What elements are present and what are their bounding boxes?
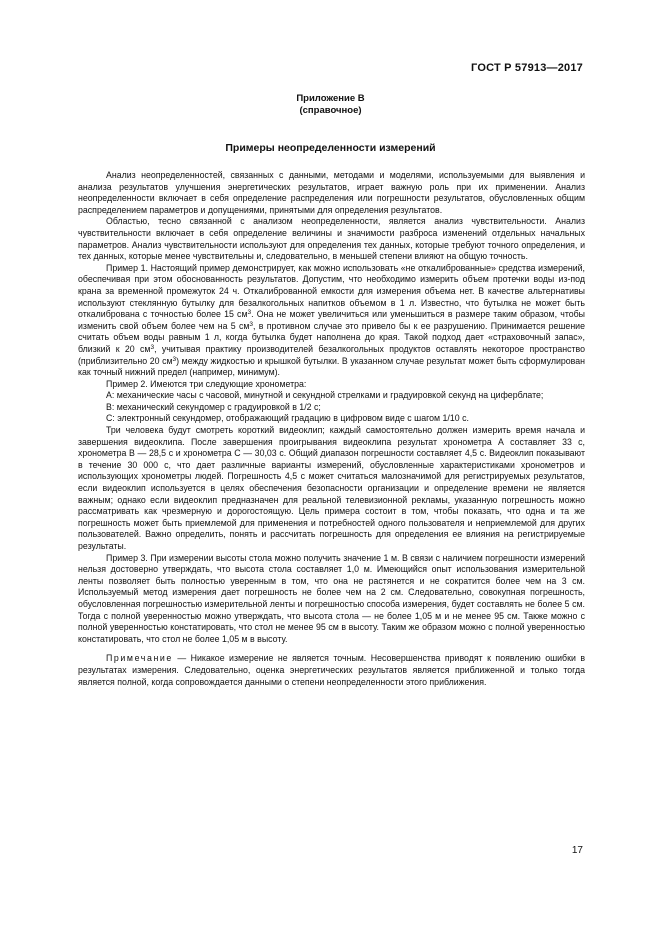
section-title: Примеры неопределенности измерений — [225, 142, 436, 154]
paragraph: Три человека будут смотреть короткий видеоклип; каждый самостоятельно должен измерить время начала и завершения видеоклипа. После завершения проигрывания видеоклипа результат хронометра А составляет 33 с, хронометра В — 28,5 с и хронометра С — 30,03 с. Общий диапазон погрешности составляет 4,5 с. Видеоклип показывают в течение 30 000 с, что дает различные варианты измерений, обусловленные характеристиками хронометров и использующих хронометры людей. Погрешность 4,5 с может считаться малозначимой для регистрируемых результатов, если видеоклип используется в целях обеспечения безопасности организации и определение времени не является важным; однако если видеоклип предназначен для реальной телевизионной рекламы, указанную погрешность можно рассматривать как чрезмерную и дорогостоящую. Цель примера состоит в том, чтобы показать, что одна и та же погрешность может быть приемлемой для применения и потребностей одного пользователя и неприемлемой для других пользователей. Важно определить, понять и рассчитать погрешность для определения ее влияния на регистрируемые результаты. — [78, 425, 585, 551]
appendix-heading — [0, 93, 661, 117]
body-text — [78, 170, 585, 688]
paragraph-example-1 — [78, 263, 585, 379]
note-label: Примечание — [106, 653, 173, 664]
paragraph: Областью, тесно связанной с анализом неопределенности, является анализ чувствительности. Анализ чувствительности включает в себя определение величины и значимости разброса изменений отдельных начальных параметров. Анализ чувствительности используют для определения тех данных, которые требуют точного определения, и тех данных, которые менее чувствительны и, следовательно, в меньшей степени влияют на общую точность. — [78, 216, 585, 262]
superscript: 3 — [172, 355, 177, 363]
list-item: В: механический секундомер с градуировкой в 1/2 с; — [106, 401, 321, 412]
text-run: , учитывая практику производителей безалкогольных продуктов оставлять некоторое пространство (приблизительно 20 см — [78, 343, 585, 366]
text-run: ) между жидкостью и крышкой бутылки. В указанном случае результат может быть сформулирован как точный нижний предел (например, минимум). — [78, 355, 585, 378]
superscript: 3 — [247, 309, 252, 317]
paragraph: Пример 2. Имеются три следующие хронометра: — [106, 378, 307, 389]
text-run: . Она не может увеличиться или уменьшиться в размере таким образом, чтобы изменить свой объем более чем на 5 см — [78, 309, 585, 331]
list-item: А: механические часы с часовой, минутной и секундной стрелками и градуировкой секунд на циферблате; — [106, 390, 544, 401]
appendix-title: Приложение В — [296, 93, 365, 104]
page-number: 17 — [571, 845, 583, 856]
text-run: Пример 1. Настоящий пример демонстрирует, как можно использовать «не откалиброванные» средства измерений, обеспечивая при этом обоснованность результатов. Допустим, что необходимо измерить объем протечки воды из-под крана за временной промежуток 24 ч. Откалиброванной емкости для измерения объема нет. В качестве альтернативы используют стеклянную бутылку для безалкогольных напитков объемом в 1 л. Известно, что бутылка не может быть откалибрована с точностью более 15 см — [78, 262, 585, 320]
paragraph: Пример 3. При измерении высоты стола можно получить значение 1 м. В связи с наличием погрешности измерений нельзя достоверно утверждать, что высота стола составляет 1,0 м. Имеющийся опыт использования измерительной ленты позволяет быть полностью уверенным в том, что она не растянется и не сократится более чем на 3 см. Используемый метод измерения дает погрешность не более чем на 2 см. Следовательно, совокупная погрешность, обусловленная погрешностью измерительной ленты и погрешностью способа измерения, будет составлять не более 5 см. Тогда с полной уверенностью можно утверждать, что высота стола — не более 1,05 м и не менее 95 см. Также можно с полной уверенностью констатировать, что стол не менее 95 см в высоту. Таким же образом можно с полной уверенностью констатировать, что стол не более 1,05 м в высоту. — [78, 552, 585, 644]
appendix-subtitle: (справочное) — [299, 105, 362, 116]
paragraph: Анализ неопределенностей, связанных с данными, методами и моделями, используемыми для выявления и анализа результатов улучшения энергетических результатов, играет важную роль при их применении. Анализ неопределенности включает в себя определение распределения или погрешности результатов, обусловленных общим распределением параметров и допущениями, принятыми для определения результатов. — [78, 170, 585, 215]
superscript: 3 — [249, 320, 254, 328]
note — [78, 653, 585, 688]
standard-id: ГОСТ Р 57913—2017 — [471, 62, 583, 74]
note-text: — Никакое измерение не является точным. Несовершенства приводят к появлению ошибки в результатах измерения. Следовательно, оценка энергетических результатов является приближенной и только тогда является полной, когда сопровождается данными о степени неопределенности этого приближения. — [78, 653, 585, 687]
text-run: , в противном случае это привело бы к ее разрушению. Принимается решение считать объем воды равным 1 л, когда бутылка будет наполнена до края. Такой подход дает «страховочный запас», близкий к 20 см — [78, 320, 585, 354]
superscript: 3 — [150, 343, 155, 351]
list-item: С: электронный секундомер, отображающий градацию в цифровом виде с шагом 1/10 с. — [106, 413, 469, 424]
